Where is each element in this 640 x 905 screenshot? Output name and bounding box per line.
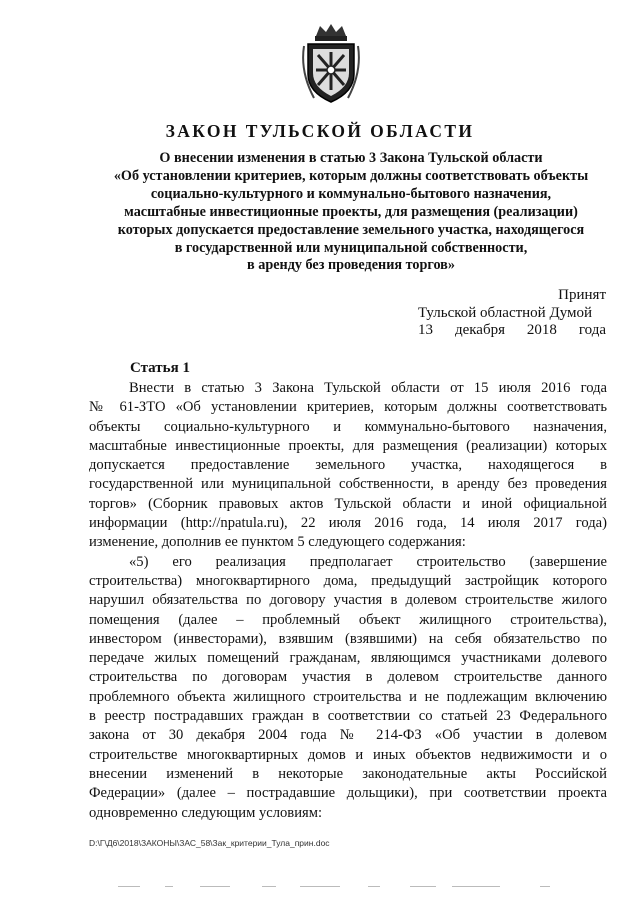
subtitle-line: в аренду без проведения торгов» [247,257,455,274]
article-title: Статья 1 [130,360,190,376]
body-line: изменение, дополнив ее пунктом 5 следующего содержания: [89,534,466,551]
body-line: одновременно следующим условиям: [89,804,323,821]
adopted-label: Принят [558,287,606,303]
body-line: строительстве многоквартирных домов и иных объектов недвижимости и о [89,746,607,763]
body-line: строительства) многоквартирного дома, предыдущий застройщик которого [89,572,607,589]
file-path-footer: D:\Г\Д6\2018\ЗАКОНЫ\ЗАС_58\Зак_критерии_Тула_прин.doc [89,838,330,848]
subtitle-line: масштабные инвестиционные проекты, для размещения (реализации) [124,203,578,220]
adopted-date [418,322,606,340]
body-line: в реестр пострадавших граждан в соответствии со статьей 23 Федерального [89,708,607,725]
tula-coat-of-arms-icon [300,22,362,106]
adopted-month: декабря [454,322,505,338]
body-line: Федерации» (далее – пострадавшие дольщики), при соответствии проекта [89,785,607,802]
body-line: объекты социально-культурного и коммунально-бытового назначения, [89,418,607,435]
subtitle-line: О внесении изменения в статью 3 Закона Тульской области [159,150,543,166]
adoption-block [418,287,606,340]
body-line: закона от 30 декабря 2004 года № 214-ФЗ «Об участии в долевом [89,727,607,744]
body-line: «5) его реализация предполагает строительство (завершение [129,553,607,570]
body-line: допускается предоставление земельного участка, находящегося в [89,457,607,474]
law-subtitle [96,150,606,275]
subtitle-line: в государственной или муниципальной собственности, [174,239,528,256]
adopted-day: 13 [418,322,433,338]
body-line: внесении изменений в некоторые законодательные акты Российской [89,765,607,782]
body-line: инвестором (инвесторами), взявшим (взявшими) на себя обязательство по [89,630,607,647]
body-line: торгов» (Сборник правовых актов Тульской области и иной официальной [89,495,607,512]
body-line: Внести в статью 3 Закона Тульской области от 15 июля 2016 года [129,380,607,396]
body-line: информации (http://npatula.ru), 22 июля 2016 года, 14 июля 2017 года) [89,515,607,532]
body-line: № 61-ЗТО «Об установлении критериев, которым должны соответствовать [89,399,607,416]
body-line: государственной или муниципальной собственности, в аренду без проведения [89,476,607,493]
adopted-year: 2018 [526,322,557,338]
body-line: масштабные инвестиционные проекты, для размещения (реализации) которых [89,437,607,454]
adopted-by: Тульской областной Думой [418,304,593,321]
adopted-year-word: года [578,322,606,338]
subtitle-line: «Об установлении критериев, которым должны соответствовать объекты [113,167,589,184]
body-line: передаче жилых помещений гражданам, являющимся участниками долевого [89,650,607,667]
body-line: нарушил обязательства по договору участия в долевом строительстве жилого [89,592,607,609]
body-line: помещения (далее – проблемный объект жилищного строительства), [89,611,607,628]
article-body [89,379,607,823]
subtitle-line: которых допускается предоставление земельного участка, находящегося [117,221,585,238]
scan-artifact-strip [0,882,640,892]
body-line: строительства по договорам участия в долевом строительстве данного [89,669,607,686]
subtitle-line: социально-культурного и коммунально-бытового назначения, [150,185,552,202]
body-line: проблемного объекта жилищного строительства и не подлежащим включению [89,688,607,705]
law-title: ЗАКОН ТУЛЬСКОЙ ОБЛАСТИ [165,121,475,141]
